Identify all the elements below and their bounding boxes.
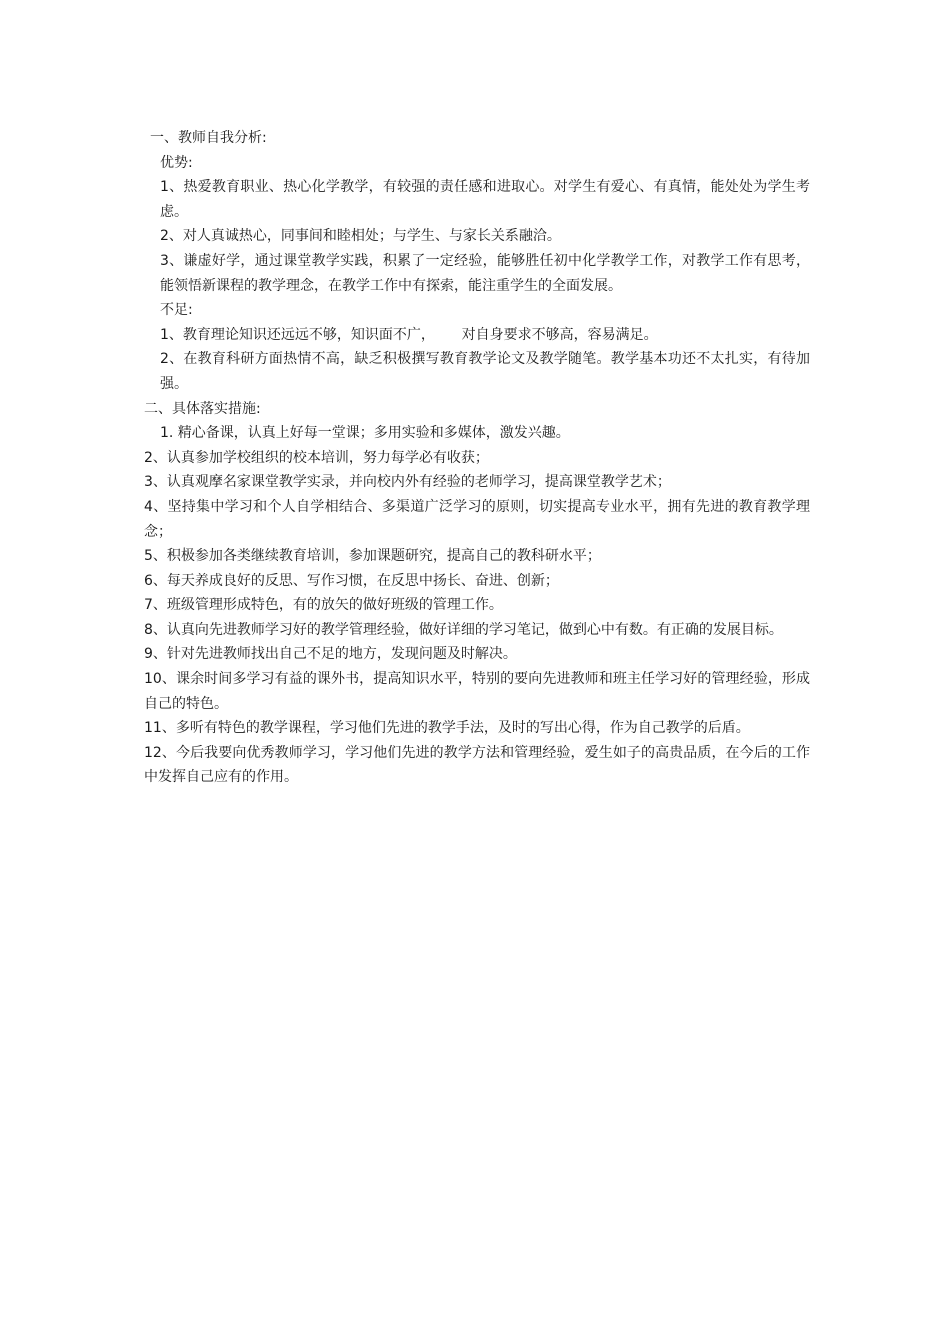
strength-item: 2、对人真诚热心，同事间和睦相处；与学生、与家长关系融洽。 <box>160 228 561 245</box>
strength-item: 1、热爱教育职业、热心化学教学，有较强的责任感和进取心。对学生有爱心、有真情，能处处为学生考虑。 <box>160 179 810 220</box>
section1-heading: 一、教师自我分析: <box>150 130 267 146</box>
strengths-label: 优势: <box>160 154 193 171</box>
weaknesses-label: 不足: <box>160 302 193 319</box>
weakness-item: 2、在教育科研方面热情不高，缺乏积极撰写教育教学论文及教学随笔。教学基本功还不太扎实，有待加强。 <box>160 351 810 392</box>
section2-heading: 二、具体落实措施: <box>144 400 261 417</box>
measure-item: 4、坚持集中学习和个人自学相结合、多渠道广泛学习的原则，切实提高专业水平，拥有先进的教育教学理念； <box>144 498 810 540</box>
document-page <box>144 126 810 790</box>
measure-item: 6、每天养成良好的反思、写作习惯，在反思中扬长、奋进、创新； <box>144 572 559 589</box>
measure-item: 12、今后我要向优秀教师学习，学习他们先进的教学方法和管理经验，爱生如子的高贵品质，在今后的工作中发挥自己应有的作用。 <box>144 744 810 786</box>
measure-item: 7、班级管理形成特色，有的放矢的做好班级的管理工作。 <box>144 597 503 614</box>
measure-item: 9、针对先进教师找出自己不足的地方，发现问题及时解决。 <box>144 646 517 663</box>
measure-item: 5、积极参加各类继续教育培训，参加课题研究，提高自己的教科研水平； <box>144 548 601 565</box>
measure-item: 8、认真向先进教师学习好的教学管理经验，做好详细的学习笔记，做到心中有数。有正确的发展目标。 <box>144 621 783 638</box>
measure-item: 1. 精心备课，认真上好每一堂课；多用实验和多媒体，激发兴趣。 <box>160 425 570 442</box>
measure-item: 3、认真观摩名家课堂教学实录，并向校内外有经验的老师学习，提高课堂教学艺术； <box>144 474 671 491</box>
measure-item: 2、认真参加学校组织的校本培训，努力每学必有收获； <box>144 449 489 466</box>
weakness-item: 1、教育理论知识还远远不够，知识面不广， 对自身要求不够高，容易满足。 <box>160 326 658 343</box>
measure-item: 11、多听有特色的教学课程，学习他们先进的教学手法，及时的写出心得，作为自己教学的后盾。 <box>144 720 750 737</box>
measure-item: 10、课余时间多学习有益的课外书，提高知识水平，特别的要向先进教师和班主任学习好的管理经验，形成自己的特色。 <box>144 671 810 712</box>
strength-item: 3、谦虚好学，通过课堂教学实践，积累了一定经验，能够胜任初中化学教学工作，对教学工作有思考，能领悟新课程的教学理念，在教学工作中有探索，能注重学生的全面发展。 <box>160 252 810 294</box>
